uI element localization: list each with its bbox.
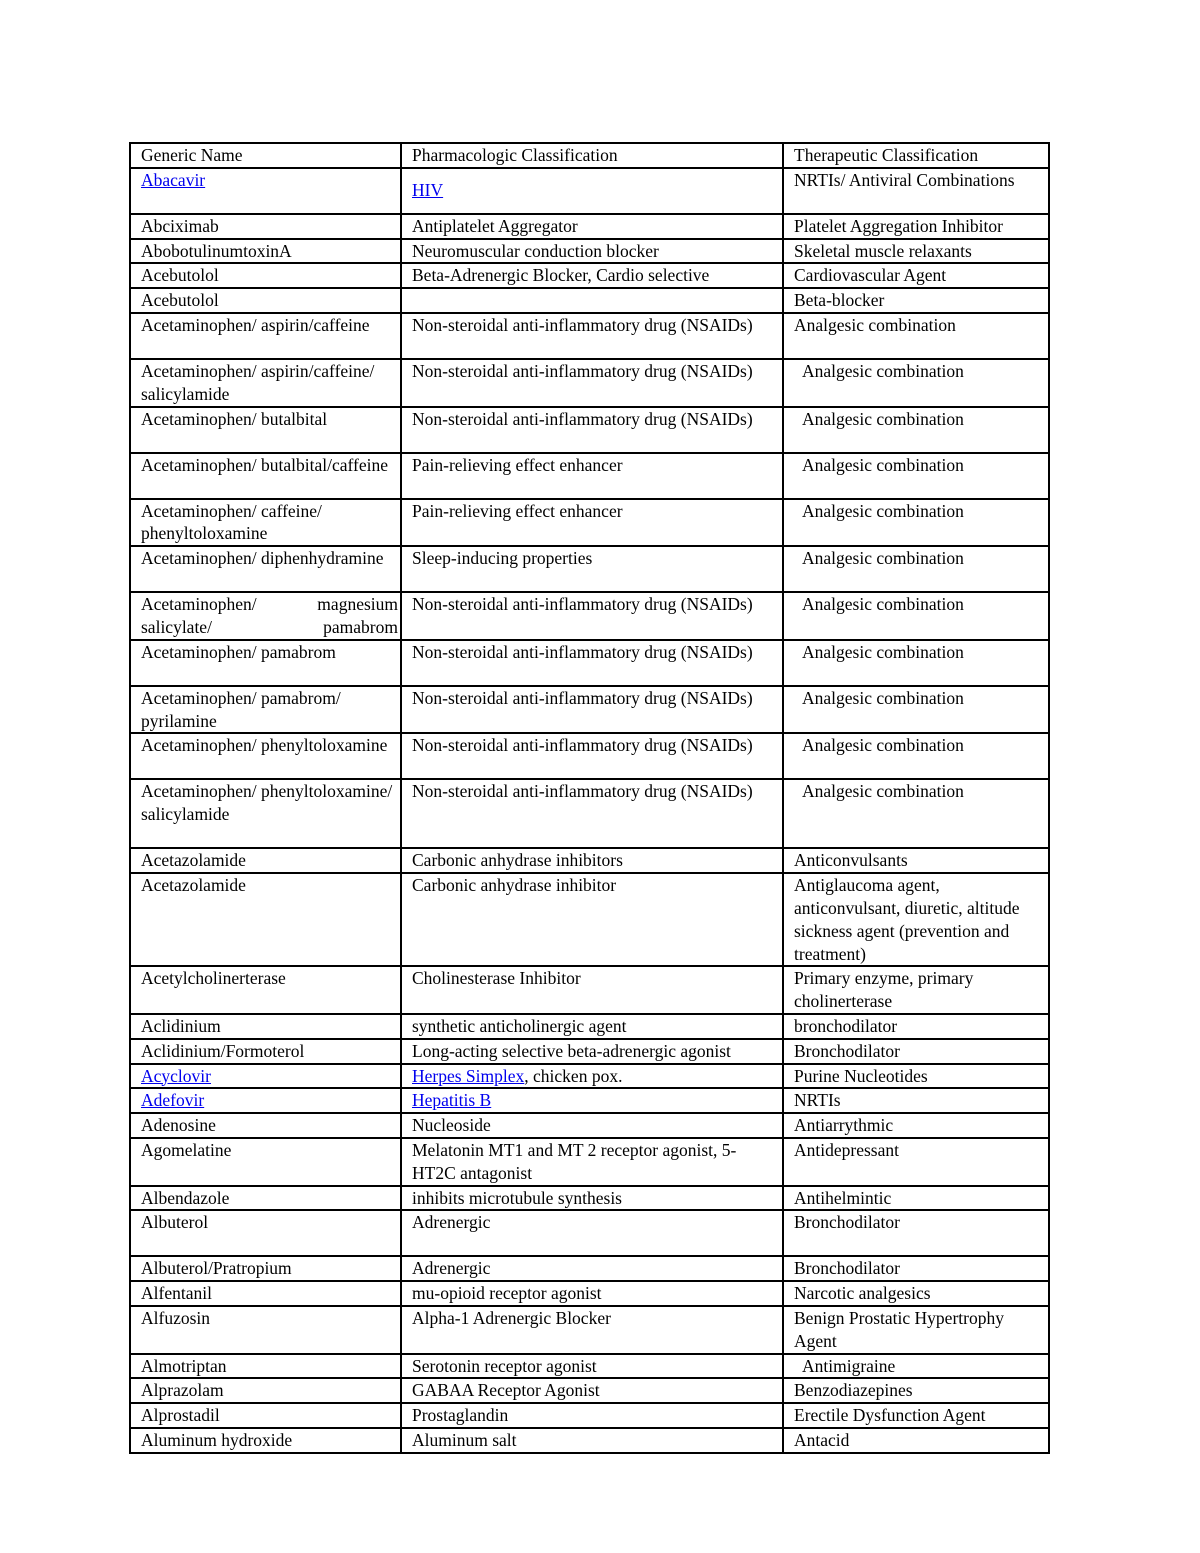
therapeutic-cell: Analgesic combination — [783, 359, 1049, 407]
table-row — [130, 1138, 1049, 1186]
table-row — [130, 1403, 1049, 1428]
therapeutic-cell: Platelet Aggregation Inhibitor — [783, 214, 1049, 239]
pharmacologic-cell: Aluminum salt — [401, 1428, 783, 1453]
therapeutic-cell: Analgesic combination — [783, 686, 1049, 734]
pharmacologic-cell: Prostaglandin — [401, 1403, 783, 1428]
pharmacologic-cell: mu-opioid receptor agonist — [401, 1281, 783, 1306]
generic-name-cell: Acetaminophen/ pamabrom — [130, 640, 401, 686]
pharmacologic-cell: Pain-relieving effect enhancer — [401, 453, 783, 499]
generic-name-cell: Aclidinium — [130, 1014, 401, 1039]
therapeutic-cell: Antiarrythmic — [783, 1113, 1049, 1138]
generic-name-cell: Acebutolol — [130, 288, 401, 313]
therapeutic-cell: Analgesic combination — [783, 499, 1049, 547]
pharmacologic-cell: Cholinesterase Inhibitor — [401, 966, 783, 1014]
generic-name-cell: Abciximab — [130, 214, 401, 239]
generic-name-link[interactable]: Adefovir — [141, 1090, 205, 1111]
therapeutic-cell: Analgesic combination — [783, 640, 1049, 686]
table-row — [130, 1039, 1049, 1064]
pharmacologic-cell: Antiplatelet Aggregator — [401, 214, 783, 239]
therapeutic-cell: Antihelmintic — [783, 1186, 1049, 1211]
therapeutic-cell: Anticonvulsants — [783, 848, 1049, 873]
pharmacologic-cell: Non-steroidal anti-inflammatory drug (NSAIDs) — [401, 313, 783, 359]
pharmacologic-link[interactable]: Hepatitis B — [412, 1090, 492, 1111]
generic-name-cell: Acetaminophen/ phenyltoloxamine — [130, 733, 401, 779]
generic-name-cell[interactable] — [130, 168, 401, 214]
header-pharmacologic-classification: Pharmacologic Classification — [401, 143, 783, 168]
generic-name-cell: Acetaminophen/ butalbital — [130, 407, 401, 453]
therapeutic-cell: Analgesic combination — [783, 407, 1049, 453]
header-row — [130, 143, 1049, 168]
pharmacologic-cell[interactable] — [401, 1088, 783, 1113]
generic-name-cell: Acetaminophen/ butalbital/caffeine — [130, 453, 401, 499]
pharmacologic-cell: Nucleoside — [401, 1113, 783, 1138]
therapeutic-cell: Antimigraine — [783, 1354, 1049, 1379]
pharmacologic-cell: Melatonin MT1 and MT 2 receptor agonist, 5-HT2C antagonist — [401, 1138, 783, 1186]
pharmacologic-link[interactable]: Herpes Simplex — [412, 1065, 525, 1086]
generic-name-cell: AbobotulinumtoxinA — [130, 239, 401, 264]
generic-name-cell: Acetaminophen/ phenyltoloxamine/ salicylamide — [130, 779, 401, 848]
generic-name-cell: Aluminum hydroxide — [130, 1428, 401, 1453]
table-row — [130, 1428, 1049, 1453]
therapeutic-cell: Beta-blocker — [783, 288, 1049, 313]
therapeutic-cell: Antidepressant — [783, 1138, 1049, 1186]
header-therapeutic-classification: Therapeutic Classification — [783, 143, 1049, 168]
table-row — [130, 1186, 1049, 1211]
therapeutic-cell: Antiglaucoma agent, anticonvulsant, diuretic, altitude sickness agent (prevention and treatment) — [783, 873, 1049, 966]
pharmacologic-cell[interactable] — [401, 168, 783, 214]
therapeutic-cell: NRTIs — [783, 1088, 1049, 1113]
table-row — [130, 214, 1049, 239]
pharmacologic-cell: Sleep-inducing properties — [401, 546, 783, 592]
pharmacologic-cell: GABAA Receptor Agonist — [401, 1378, 783, 1403]
pharmacologic-cell — [401, 1064, 783, 1089]
pharmacologic-cell: Adrenergic — [401, 1256, 783, 1281]
table-row — [130, 1256, 1049, 1281]
pharmacologic-cell: Non-steroidal anti-inflammatory drug (NSAIDs) — [401, 592, 783, 640]
generic-name-cell: Almotriptan — [130, 1354, 401, 1379]
pharmacologic-cell: inhibits microtubule synthesis — [401, 1186, 783, 1211]
table-row — [130, 873, 1049, 966]
therapeutic-cell: Analgesic combination — [783, 733, 1049, 779]
therapeutic-cell: Cardiovascular Agent — [783, 263, 1049, 288]
table-row — [130, 1113, 1049, 1138]
therapeutic-cell: Analgesic combination — [783, 453, 1049, 499]
pharmacologic-cell: Pain-relieving effect enhancer — [401, 499, 783, 547]
therapeutic-cell: Analgesic combination — [783, 313, 1049, 359]
generic-name-cell: Alprazolam — [130, 1378, 401, 1403]
pharmacologic-cell — [401, 288, 783, 313]
pharmacologic-cell: Non-steroidal anti-inflammatory drug (NSAIDs) — [401, 640, 783, 686]
generic-name-cell: Acetaminophen/ diphenhydramine — [130, 546, 401, 592]
table-row — [130, 313, 1049, 359]
generic-name-cell: Albendazole — [130, 1186, 401, 1211]
generic-name-cell: Acebutolol — [130, 263, 401, 288]
pharmacologic-cell: Adrenergic — [401, 1210, 783, 1256]
pharmacologic-cell: synthetic anticholinergic agent — [401, 1014, 783, 1039]
pharmacologic-cell: Non-steroidal anti-inflammatory drug (NSAIDs) — [401, 407, 783, 453]
table-row — [130, 1014, 1049, 1039]
generic-name-cell: Acetazolamide — [130, 848, 401, 873]
pharmacologic-cell: Long-acting selective beta-adrenergic agonist — [401, 1039, 783, 1064]
therapeutic-cell: Skeletal muscle relaxants — [783, 239, 1049, 264]
generic-name-link[interactable]: Acyclovir — [141, 1065, 211, 1086]
table-row — [130, 453, 1049, 499]
drug-classification-table — [129, 142, 1050, 1454]
table-row — [130, 263, 1049, 288]
generic-name-line: Acetaminophen/ magnesium — [141, 594, 398, 615]
table-row — [130, 848, 1049, 873]
generic-name-cell: Alprostadil — [130, 1403, 401, 1428]
therapeutic-cell: Analgesic combination — [783, 546, 1049, 592]
table-row — [130, 966, 1049, 1014]
generic-name-cell: Acetylcholinerterase — [130, 966, 401, 1014]
generic-name-cell: Alfuzosin — [130, 1306, 401, 1354]
table-row — [130, 1354, 1049, 1379]
therapeutic-cell: Bronchodilator — [783, 1256, 1049, 1281]
generic-name-cell: Adenosine — [130, 1113, 401, 1138]
table-row — [130, 1064, 1049, 1089]
pharmacologic-cell: Beta-Adrenergic Blocker, Cardio selective — [401, 263, 783, 288]
therapeutic-cell: Antacid — [783, 1428, 1049, 1453]
pharmacologic-cell: Carbonic anhydrase inhibitors — [401, 848, 783, 873]
generic-name-cell: Albuterol — [130, 1210, 401, 1256]
pharmacologic-cell: Non-steroidal anti-inflammatory drug (NSAIDs) — [401, 359, 783, 407]
generic-name-cell: Aclidinium/Formoterol — [130, 1039, 401, 1064]
table-row — [130, 359, 1049, 407]
generic-name-cell: Acetaminophen/ aspirin/caffeine — [130, 313, 401, 359]
generic-name-cell: Acetaminophen/ caffeine/ phenyltoloxamine — [130, 499, 401, 547]
therapeutic-cell: Bronchodilator — [783, 1039, 1049, 1064]
therapeutic-cell: Analgesic combination — [783, 592, 1049, 640]
generic-name-cell: Acetaminophen/ aspirin/caffeine/ salicylamide — [130, 359, 401, 407]
table-row — [130, 546, 1049, 592]
table-row — [130, 686, 1049, 734]
table-row — [130, 499, 1049, 547]
therapeutic-cell: Bronchodilator — [783, 1210, 1049, 1256]
therapeutic-cell: Purine Nucleotides — [783, 1064, 1049, 1089]
therapeutic-cell: Analgesic combination — [783, 779, 1049, 848]
table-row — [130, 1306, 1049, 1354]
therapeutic-cell: bronchodilator — [783, 1014, 1049, 1039]
therapeutic-cell: Benign Prostatic Hypertrophy Agent — [783, 1306, 1049, 1354]
table-row — [130, 1088, 1049, 1113]
therapeutic-cell: Primary enzyme, primary cholinerterase — [783, 966, 1049, 1014]
table-row — [130, 1281, 1049, 1306]
generic-name-cell[interactable] — [130, 1088, 401, 1113]
table-row — [130, 168, 1049, 214]
pharmacologic-link[interactable]: HIV — [412, 180, 444, 201]
table-row — [130, 288, 1049, 313]
table-row — [130, 1210, 1049, 1256]
pharmacologic-cell: Alpha-1 Adrenergic Blocker — [401, 1306, 783, 1354]
generic-name-cell: Alfentanil — [130, 1281, 401, 1306]
generic-name-cell: Agomelatine — [130, 1138, 401, 1186]
therapeutic-cell: Erectile Dysfunction Agent — [783, 1403, 1049, 1428]
generic-name-cell: Acetaminophen/ pamabrom/ pyrilamine — [130, 686, 401, 734]
pharmacologic-cell: Non-steroidal anti-inflammatory drug (NSAIDs) — [401, 733, 783, 779]
table-row — [130, 407, 1049, 453]
table-row — [130, 733, 1049, 779]
pharmacologic-cell: Carbonic anhydrase inhibitor — [401, 873, 783, 966]
pharmacologic-cell: Neuromuscular conduction blocker — [401, 239, 783, 264]
header-generic-name: Generic Name — [130, 143, 401, 168]
therapeutic-cell: NRTIs/ Antiviral Combinations — [783, 168, 1049, 214]
therapeutic-cell: Narcotic analgesics — [783, 1281, 1049, 1306]
generic-name-cell — [130, 592, 401, 640]
generic-name-cell: Albuterol/Pratropium — [130, 1256, 401, 1281]
pharmacologic-cell: Non-steroidal anti-inflammatory drug (NSAIDs) — [401, 686, 783, 734]
pharmacologic-cell: Non-steroidal anti-inflammatory drug (NSAIDs) — [401, 779, 783, 848]
generic-name-cell: Acetazolamide — [130, 873, 401, 966]
table-row — [130, 239, 1049, 264]
pharmacologic-text: , chicken pox. — [524, 1065, 623, 1086]
generic-name-line: salicylate/ pamabrom — [141, 616, 398, 637]
table-row — [130, 1378, 1049, 1403]
generic-name-link[interactable]: Abacavir — [141, 169, 206, 190]
table-row — [130, 592, 1049, 640]
table-row — [130, 779, 1049, 848]
pharmacologic-cell: Serotonin receptor agonist — [401, 1354, 783, 1379]
generic-name-cell[interactable] — [130, 1064, 401, 1089]
therapeutic-cell: Benzodiazepines — [783, 1378, 1049, 1403]
table-row — [130, 640, 1049, 686]
